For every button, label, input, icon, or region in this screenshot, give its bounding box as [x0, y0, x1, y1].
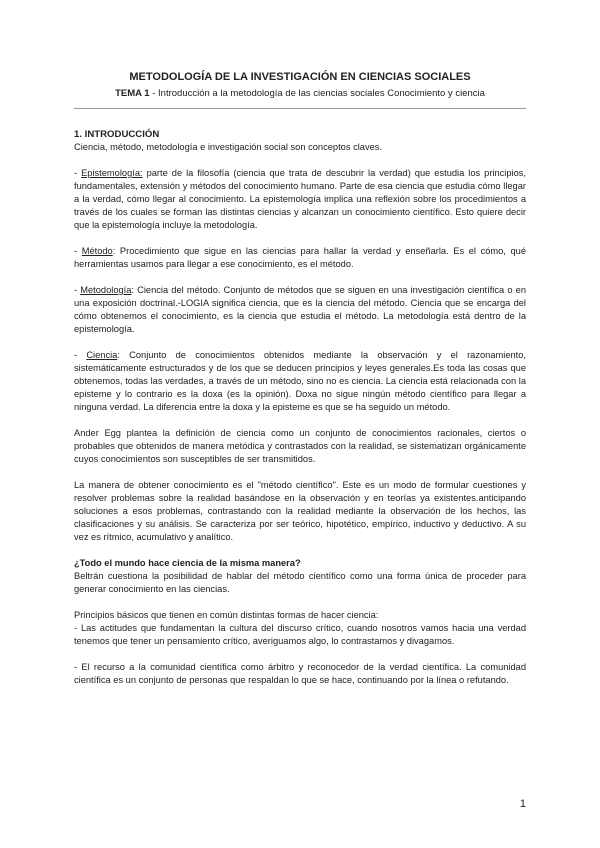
- document-subtitle: [74, 87, 526, 100]
- definition-epistemologia: [74, 167, 526, 232]
- paragraph-metodo-cientifico: La manera de obtener conocimiento es el "método científico". Este es un modo de formular cuestiones y resolver problemas sobre la realidad basándose en la observación y en teorías ya existentes.anticipando soluciones a esos problemas, contrastando con la realidad mediante la observación de los hechos, las clasificaciones y su análisis. Se caracteriza por ser teórico, hipotético, empírico, inductivo y deductivo. A su vez es rítmico, acumulativo y analítico.: [74, 480, 526, 542]
- definition-prefix: -: [74, 285, 81, 295]
- paragraph-beltran: Beltrán cuestiona la posibilidad de hablar del método científico como una forma única de proceder para generar conocimiento en las ciencias.: [74, 571, 526, 594]
- header-divider: [74, 108, 526, 109]
- question-heading: ¿Todo el mundo hace ciencia de la misma manera?: [74, 558, 301, 568]
- definition-metodo: [74, 245, 526, 271]
- definition-text: : Procedimiento que sigue en las ciencias para hallar la verdad y enseñarla. Es el cómo, qué herramientas usamos para llegar a ese conocimiento, es el método.: [74, 246, 527, 269]
- paragraph-ander-egg: Ander Egg plantea la definición de ciencia como un conjunto de conocimientos racionales, ciertos o probables que obtenidos de manera metódica y contrastados con la realidad, se sistematizan orgánicamente cuyos conocimientos son susceptibles de ser transmitidos.: [74, 428, 526, 464]
- document-header: [74, 70, 526, 100]
- page-number: 1: [519, 798, 526, 810]
- definition-prefix: -: [74, 168, 82, 178]
- term-metodologia: Metodología: [80, 285, 132, 295]
- tema-label: TEMA 1: [115, 88, 150, 99]
- definition-prefix: -: [74, 246, 82, 256]
- principio-item-2: - El recurso a la comunidad científica como árbitro y reconocedor de la verdad científica. La comunidad científica es un conjunto de personas que respaldan lo que se hace, continuando por la línea o refutando.: [74, 662, 526, 685]
- term-epistemologia: Epistemología:: [81, 168, 143, 178]
- definition-prefix: -: [74, 350, 87, 360]
- principio-item-1: - Las actitudes que fundamentan la cultura del discurso crítico, cuando nosotros vamos hacia una verdad tenemos que tener un pensamiento crítico, averiguamos algo, lo contrastamos y divagamos.: [74, 623, 526, 646]
- tema-text: - Introducción a la metodología de las ciencias sociales Conocimiento y ciencia: [149, 88, 485, 99]
- term-ciencia: Ciencia: [86, 350, 118, 360]
- definition-metodologia: [74, 284, 526, 336]
- section-title: 1. INTRODUCCIÓN: [74, 129, 160, 140]
- intro-paragraph: Ciencia, método, metodología e investigación social son conceptos claves.: [74, 142, 383, 152]
- term-metodo: Método: [81, 246, 113, 256]
- definition-text: : Conjunto de conocimientos obtenidos mediante la observación y el razonamiento, sistemáticamente estructurados y de los que se deducen principios y leyes generales.Es toda las cosas que obtenemos, todas las verdades, a través de un método, sino no es ciencia. La ciencia está relacionada con la episteme y lo contrario es la doxa (es la opinión). Doxa no sigue ningún método científico para llegar a ninguna verdad. La diferencia entre la doxa y la episteme es que se ha seguido un método.: [74, 350, 527, 412]
- definition-text: parte de la filosofía (ciencia que trata de descubrir la verdad) que estudia los principios, fundamentales, extensión y métodos del conocimiento humano. Parte de esa ciencia que estudia cómo llegar a la verdad, cómo llegar al conocimiento. La epistemología implica una reflexión sobre los procedimientos a través de los cuales se forman las distintas ciencias y alcanzan un conocimiento científico. Esto quiere decir que la epistemología incluye la metodología.: [74, 168, 526, 230]
- document-title: METODOLOGÍA DE LA INVESTIGACIÓN EN CIENCIAS SOCIALES: [129, 71, 471, 83]
- definition-text: : Ciencia del método. Conjunto de métodos que se siguen en una investigación científica o en una exposición doctrinal.-LOGIA significa ciencia, que es la ciencia del método. Ciencia que se encarga del cómo obtenemos el conocimiento, es la ciencia que estudia el método. La metodología está dentro de la epistemología.: [74, 285, 526, 334]
- definition-ciencia: [74, 349, 526, 414]
- principios-intro: Principios básicos que tienen en común distintas formas de hacer ciencia:: [74, 610, 379, 620]
- document-body: [74, 128, 526, 687]
